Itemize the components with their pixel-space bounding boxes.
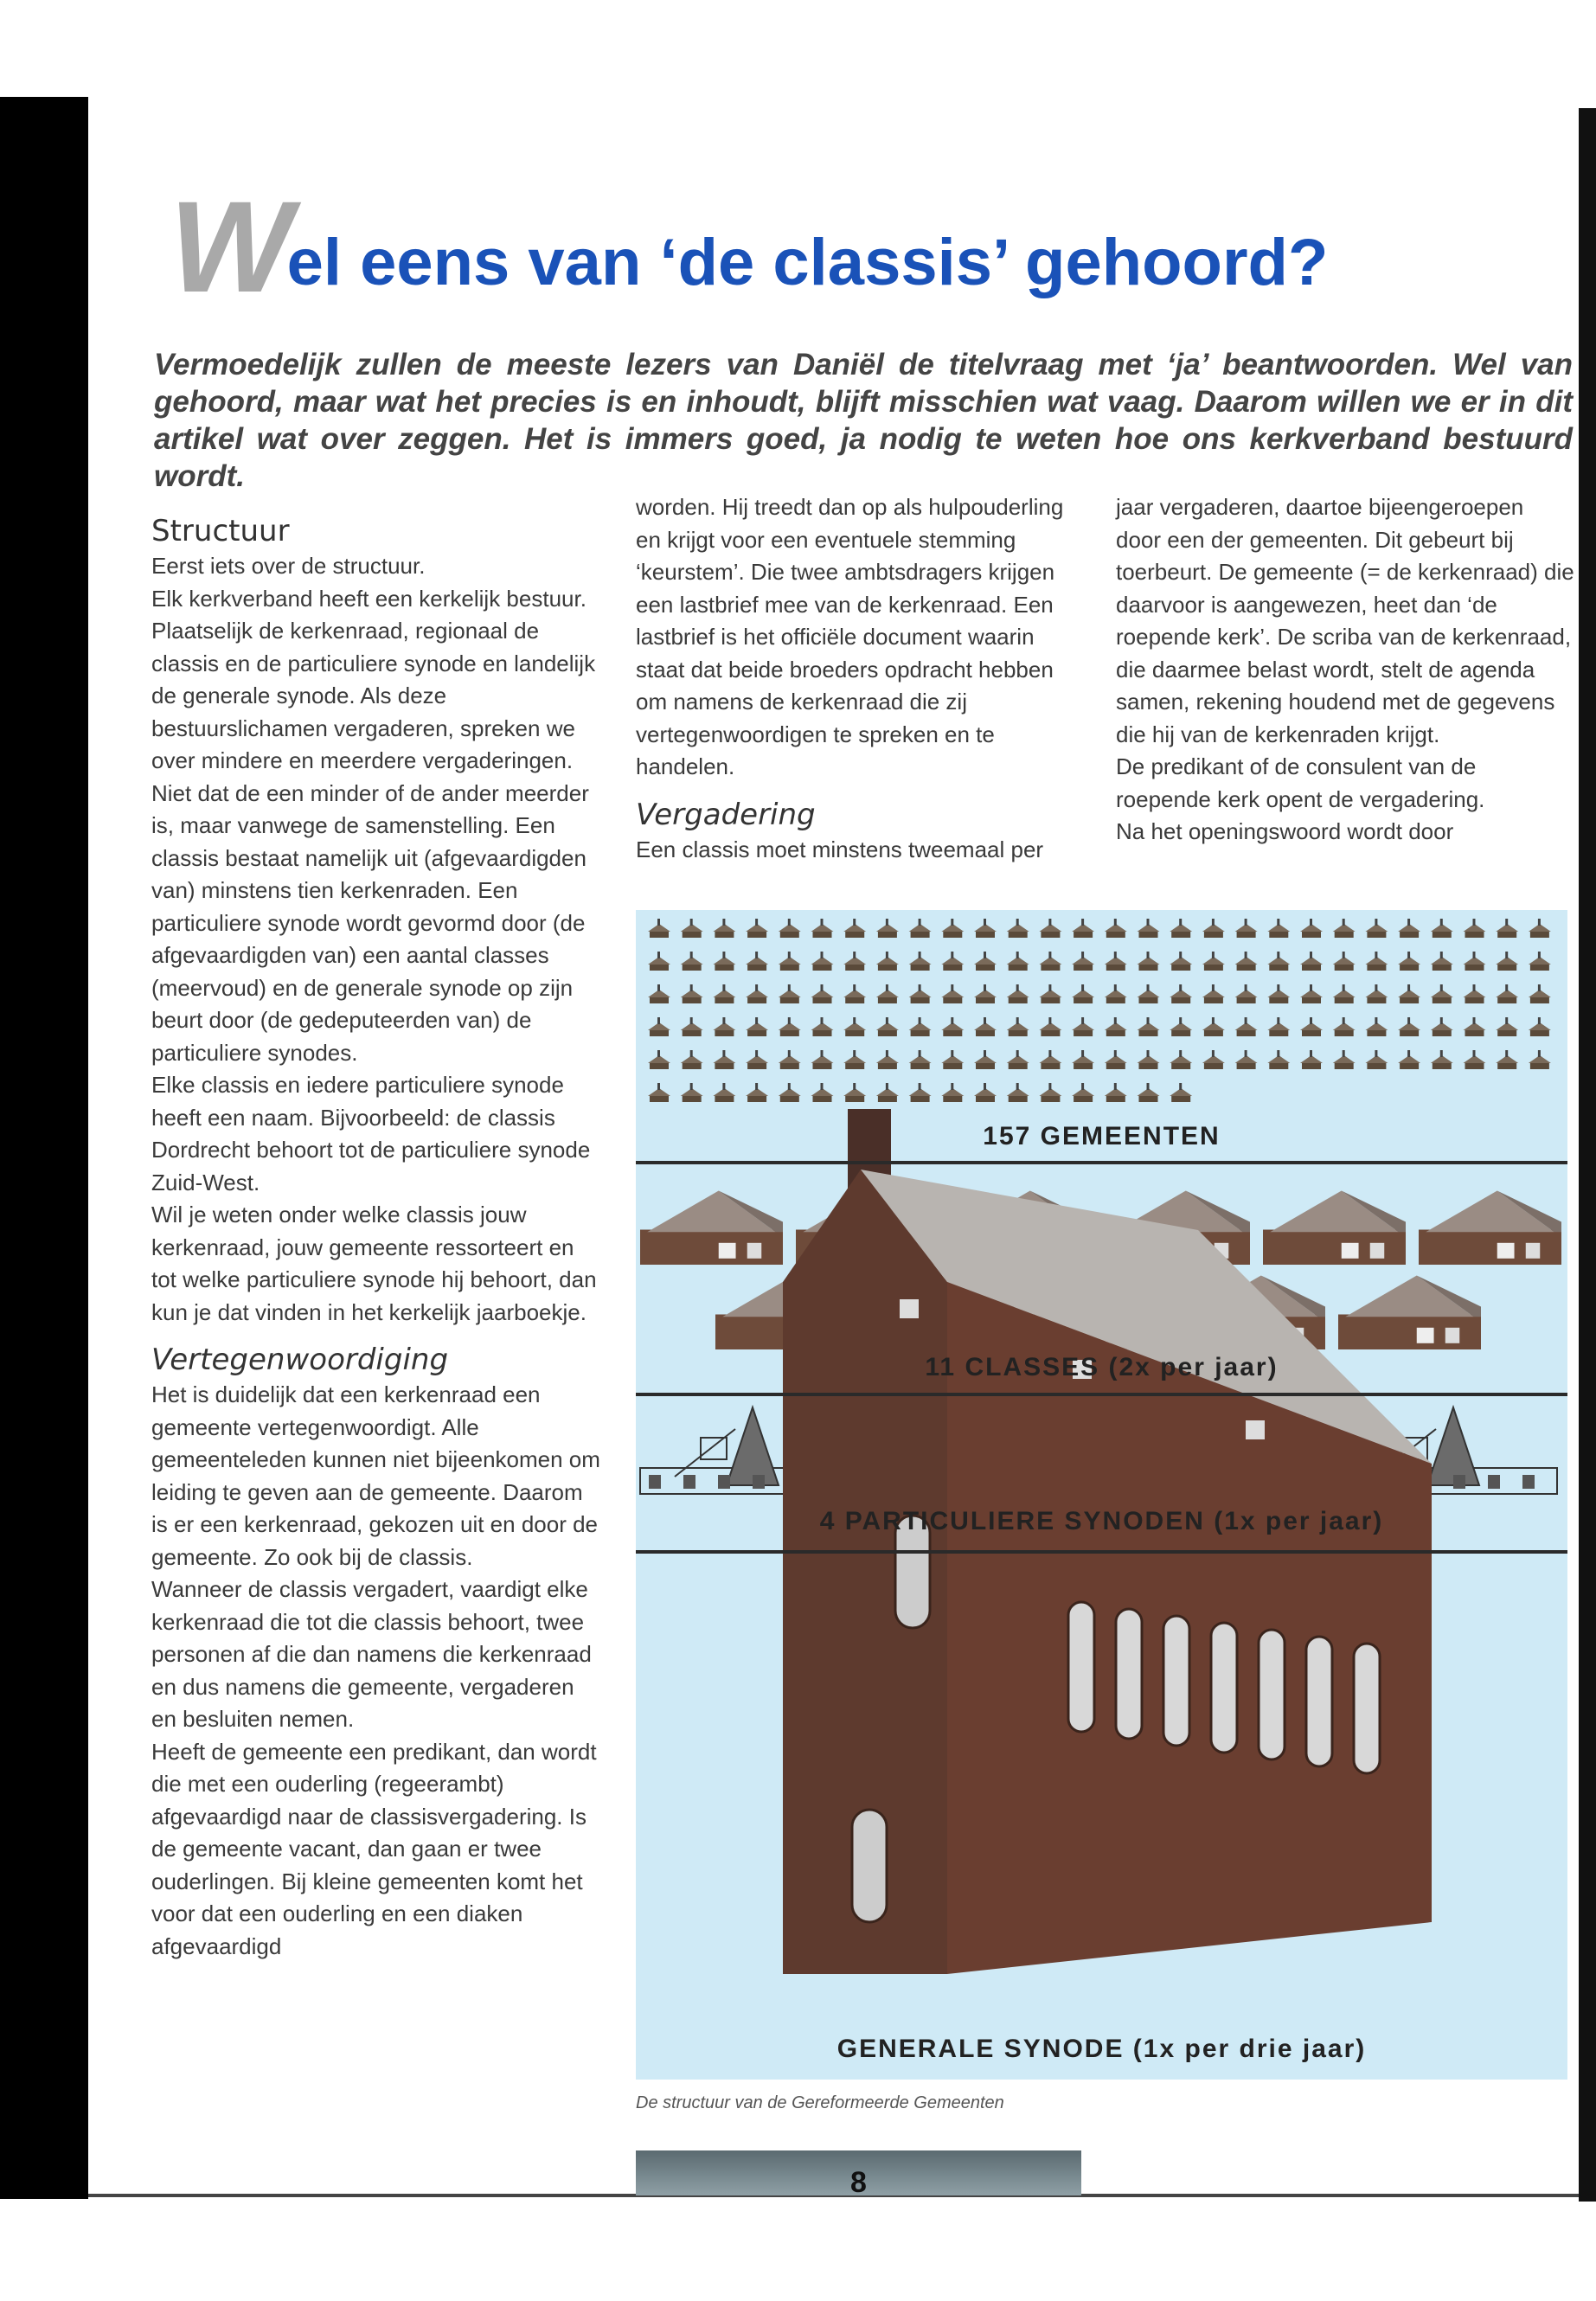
col1-paragraph: Wil je weten onder welke classis jouw kerkenraad, jouw gemeente ressorteert en tot welke particuliere synode hij behoort, dan kun je dat vinden in het kerkelijk jaarboekje. xyxy=(151,1202,597,1325)
congregation-icon xyxy=(876,1050,899,1069)
congregation-icon xyxy=(1529,984,1551,1003)
church-window xyxy=(1259,1630,1285,1759)
congregation-icon xyxy=(779,1083,801,1102)
congregation-icon xyxy=(909,1050,932,1069)
congregation-icon xyxy=(1365,952,1388,971)
congregation-icon xyxy=(843,1083,866,1102)
col2-paragraph: worden. Hij treedt dan op als hulpouderling en krijgt voor een eventuele stemming ‘keurstem’. Die twee ambtsdragers krijgen een lastbrief mee van de kerkenraad. Een lastbrief is het officiële document waarin staat dat beide broeders opdracht hebben om namens de kerkenraad die zij vertegenwoordigen te spreken en te handelen. xyxy=(636,494,1064,779)
congregation-icon xyxy=(941,919,964,938)
congregation-icon xyxy=(1529,919,1551,938)
congregation-icon xyxy=(1007,1017,1029,1036)
col3-paragraph: De predikant of de consulent van de roepende kerk opent de vergadering. xyxy=(1116,753,1485,812)
congregation-icon xyxy=(909,1017,932,1036)
congregation-icon xyxy=(1039,952,1061,971)
congregation-icon xyxy=(648,1050,670,1069)
title-initial: W xyxy=(170,174,287,319)
classis-church-icon xyxy=(1419,1191,1561,1266)
col1-paragraph: Het is duidelijk dat een kerkenraad een gemeente vertegenwoordigt. Alle gemeenteleden kunnen niet bijeenkomen om leiding te geven aan de gemeente. Daarom is er een kerkenraad, gekozen uit en door de gemeente. Zo ook bij de classis. xyxy=(151,1381,600,1570)
heading-structuur: Structuur xyxy=(151,514,290,548)
article-title xyxy=(170,174,1467,319)
congregation-icon xyxy=(876,919,899,938)
congregation-icon xyxy=(1464,1050,1486,1069)
title-rest: el eens van ‘de classis’ gehoord? xyxy=(286,226,1329,299)
congregation-icon xyxy=(746,984,768,1003)
congregation-icon xyxy=(1170,952,1192,971)
congregation-icon xyxy=(1072,919,1094,938)
congregation-icon xyxy=(746,952,768,971)
congregation-icon xyxy=(974,952,997,971)
congregation-icon xyxy=(779,984,801,1003)
congregation-icon xyxy=(876,1017,899,1036)
label-synoden: 4 PARTICULIERE SYNODEN (1x per jaar) xyxy=(819,1507,1384,1535)
congregation-icon xyxy=(746,1050,768,1069)
congregation-icon xyxy=(681,1017,703,1036)
congregation-icon xyxy=(648,984,670,1003)
congregation-icon xyxy=(1105,952,1127,971)
congregation-icon xyxy=(1431,952,1453,971)
congregation-icon xyxy=(1138,1050,1160,1069)
col1-paragraph: Wanneer de classis vergadert, vaardigt elke kerkenraad die tot die classis behoort, twee personen af die dan namens die kerkenraad en dus namens die gemeente, vergaderen en besluiten nemen. xyxy=(151,1576,592,1732)
divider xyxy=(636,1161,1567,1164)
congregation-icon xyxy=(1300,1017,1323,1036)
congregation-icon xyxy=(1398,984,1420,1003)
congregation-icon xyxy=(1267,919,1290,938)
intro-paragraph: Vermoedelijk zullen de meeste lezers van Daniël de titelvraag met ‘ja’ beantwoorden. Wel van gehoord, maar wat het precies is en inhoudt, blijft misschien wat vaag. Daarom willen we er in dit artikel wat over zeggen. Het is immers goed, ja nodig te weten hoe ons kerkverband bestuurd wordt. xyxy=(154,348,1573,493)
congregation-icon xyxy=(1365,1050,1388,1069)
congregation-icon xyxy=(681,919,703,938)
congregation-icon xyxy=(909,952,932,971)
divider xyxy=(636,1393,1567,1396)
label-generale-synode: GENERALE SYNODE (1x per drie jaar) xyxy=(836,2035,1367,2063)
congregation-icon xyxy=(779,1017,801,1036)
congregation-icon xyxy=(974,984,997,1003)
congregation-icon xyxy=(1333,1017,1356,1036)
congregation-icon xyxy=(1267,984,1290,1003)
congregation-icon xyxy=(1398,1017,1420,1036)
congregation-icon xyxy=(974,919,997,938)
congregation-icon xyxy=(843,984,866,1003)
congregation-icon xyxy=(713,1083,735,1102)
congregation-icon xyxy=(1496,919,1518,938)
congregation-icon xyxy=(1105,1050,1127,1069)
congregation-icon xyxy=(779,919,801,938)
congregation-icon xyxy=(648,952,670,971)
roof-dormer xyxy=(1246,1420,1265,1439)
congregation-icon xyxy=(1464,1017,1486,1036)
col3-paragraph: jaar vergaderen, daartoe bijeengeroepen door een der gemeenten. Dit gebeurt bij toerbeurt. De gemeente (= de kerkenraad) die daarvoor is aangewezen, heet dan ‘de roepende kerk’. De scriba van de kerkenraad, die daarmee belast wordt, stelt de agenda samen, rekening houdend met de gegevens die hij van de kerkenraden krijgt. xyxy=(1116,494,1574,747)
congregation-icon xyxy=(648,1017,670,1036)
congregation-icon xyxy=(746,919,768,938)
column-3 xyxy=(1116,491,1574,849)
roof-dormer xyxy=(900,1299,919,1318)
congregation-icon xyxy=(1039,1050,1061,1069)
congregation-icon xyxy=(974,1083,997,1102)
congregation-icon xyxy=(1007,919,1029,938)
congregation-icon xyxy=(1398,919,1420,938)
congregation-icon xyxy=(1072,984,1094,1003)
congregation-icon xyxy=(1202,1050,1225,1069)
congregation-icon xyxy=(811,1083,834,1102)
congregation-icon xyxy=(1007,1083,1029,1102)
church-structure-figure xyxy=(636,910,1567,2080)
congregation-icon xyxy=(1333,1050,1356,1069)
col1-paragraph: Eerst iets over de structuur. xyxy=(151,553,426,579)
congregation-icon xyxy=(681,984,703,1003)
congregation-icon xyxy=(1202,952,1225,971)
church-window xyxy=(1163,1616,1189,1746)
congregation-icon xyxy=(1138,919,1160,938)
congregation-icon xyxy=(1300,1050,1323,1069)
congregation-icon xyxy=(1007,984,1029,1003)
congregation-icon xyxy=(1007,1050,1029,1069)
classis-church-icon xyxy=(640,1191,783,1266)
label-gemeenten: 157 GEMEENTEN xyxy=(983,1122,1221,1150)
page-number-bar xyxy=(636,2150,1081,2199)
congregation-icon xyxy=(1202,919,1225,938)
congregation-icon xyxy=(974,1017,997,1036)
congregation-icon xyxy=(1235,952,1258,971)
congregation-icon xyxy=(1170,984,1192,1003)
congregation-icon xyxy=(1300,952,1323,971)
congregation-icon xyxy=(811,1017,834,1036)
congregation-icon xyxy=(1529,1017,1551,1036)
congregation-icon xyxy=(1398,952,1420,971)
heading-vertegenwoordiging: Vertegenwoordiging xyxy=(151,1343,449,1377)
col3-paragraph: Na het openingswoord wordt door xyxy=(1116,818,1454,844)
column-2 xyxy=(636,491,1086,866)
congregation-icon xyxy=(1300,919,1323,938)
column-1 xyxy=(151,512,601,1963)
congregation-icon xyxy=(713,1050,735,1069)
classis-church-icon xyxy=(1263,1191,1406,1266)
figure-graphics xyxy=(636,910,1567,2080)
congregation-icon xyxy=(1431,1050,1453,1069)
congregation-icon xyxy=(1235,919,1258,938)
congregation-icon xyxy=(713,1017,735,1036)
congregation-icon xyxy=(1235,984,1258,1003)
col1-paragraph: Elke classis en iedere particuliere synode heeft een naam. Bijvoorbeeld: de classis Dordrecht behoort tot de particuliere synode Zuid-West. xyxy=(151,1072,591,1195)
congregation-icon xyxy=(941,952,964,971)
congregation-icon xyxy=(1267,952,1290,971)
congregation-icon xyxy=(713,919,735,938)
congregation-icon xyxy=(713,984,735,1003)
congregation-icon xyxy=(843,952,866,971)
congregation-icon xyxy=(1039,1017,1061,1036)
congregation-icon xyxy=(681,1050,703,1069)
congregation-icon xyxy=(1039,1083,1061,1102)
congregation-icon xyxy=(941,984,964,1003)
church-window xyxy=(1068,1602,1094,1732)
congregation-icon xyxy=(1267,1050,1290,1069)
congregation-icon xyxy=(1235,1050,1258,1069)
congregation-icon xyxy=(1138,984,1160,1003)
congregation-icon xyxy=(811,1050,834,1069)
congregation-icon xyxy=(1333,952,1356,971)
congregation-icon xyxy=(1072,1017,1094,1036)
heading-vergadering: Vergadering xyxy=(636,797,816,832)
congregation-icon xyxy=(941,1017,964,1036)
congregation-icon xyxy=(1072,1083,1094,1102)
congregation-icon xyxy=(1138,952,1160,971)
congregation-icon xyxy=(1202,984,1225,1003)
congregation-icon xyxy=(1496,984,1518,1003)
col1-paragraph: Heeft de gemeente een predikant, dan wordt die met een ouderling (regeerambt) afgevaardigd naar de classisvergadering. Is de gemeente vacant, dan gaan er twee ouderlingen. Bij kleine gemeenten komt het voor dat een ouderling en een diaken afgevaardigd xyxy=(151,1738,597,1959)
congregation-icon xyxy=(1529,952,1551,971)
congregation-icon xyxy=(974,1050,997,1069)
congregation-icon xyxy=(1105,1017,1127,1036)
congregation-icon xyxy=(941,1083,964,1102)
congregation-icon xyxy=(1464,984,1486,1003)
congregation-icon xyxy=(746,1083,768,1102)
congregation-icon xyxy=(843,919,866,938)
congregation-icon xyxy=(1072,1050,1094,1069)
congregation-icon xyxy=(1431,1017,1453,1036)
classis-church-icon xyxy=(1338,1276,1481,1350)
congregation-icon xyxy=(1496,1050,1518,1069)
congregation-icon xyxy=(811,984,834,1003)
congregation-icon xyxy=(1300,984,1323,1003)
congregation-icon xyxy=(681,952,703,971)
page-number: 8 xyxy=(850,2166,867,2199)
congregation-icon xyxy=(1138,1017,1160,1036)
congregation-icon xyxy=(1138,1083,1160,1102)
congregation-icon xyxy=(876,984,899,1003)
congregation-icon xyxy=(1235,1017,1258,1036)
congregation-icon xyxy=(843,1050,866,1069)
col2-paragraph: Een classis moet minstens tweemaal per xyxy=(636,836,1044,862)
congregation-icon xyxy=(779,1050,801,1069)
scan-left-edge xyxy=(0,97,88,2199)
congregation-icon xyxy=(1496,1017,1518,1036)
congregation-icon xyxy=(1464,919,1486,938)
congregation-icon xyxy=(811,919,834,938)
congregation-icon xyxy=(1267,1017,1290,1036)
congregation-icon xyxy=(1431,984,1453,1003)
congregation-icon xyxy=(1464,952,1486,971)
congregation-icon xyxy=(1398,1050,1420,1069)
congregation-icon xyxy=(1105,1083,1127,1102)
congregation-icon xyxy=(746,1017,768,1036)
church-window xyxy=(1211,1623,1237,1753)
congregation-icon xyxy=(811,952,834,971)
congregation-icon xyxy=(1333,984,1356,1003)
congregation-icon xyxy=(1529,1050,1551,1069)
figure-caption: De structuur van de Gereformeerde Gemeenten xyxy=(636,2093,1004,2112)
congregation-icon xyxy=(1039,919,1061,938)
scan-top-margin xyxy=(0,0,1596,97)
congregation-icon xyxy=(1202,1017,1225,1036)
congregation-icon xyxy=(1105,919,1127,938)
congregation-icon xyxy=(941,1050,964,1069)
congregation-icon xyxy=(1365,919,1388,938)
church-window xyxy=(1116,1609,1142,1739)
congregation-icon xyxy=(1039,984,1061,1003)
congregation-icon xyxy=(909,1083,932,1102)
congregation-icon xyxy=(1170,1017,1192,1036)
congregation-icon xyxy=(779,952,801,971)
congregation-icon xyxy=(1170,919,1192,938)
label-classes: 11 CLASSES (2x per jaar) xyxy=(925,1353,1279,1381)
divider xyxy=(636,1550,1567,1554)
congregation-icon xyxy=(1170,1083,1192,1102)
congregation-icon xyxy=(1007,952,1029,971)
congregation-icon xyxy=(1365,984,1388,1003)
congregation-icon xyxy=(1431,919,1453,938)
congregation-icon xyxy=(681,1083,703,1102)
congregation-icon xyxy=(1105,984,1127,1003)
congregation-icon xyxy=(1333,919,1356,938)
congregation-icon xyxy=(876,1083,899,1102)
congregation-icon xyxy=(1170,1050,1192,1069)
congregation-icon xyxy=(843,1017,866,1036)
congregation-icon xyxy=(648,1083,670,1102)
congregation-icon xyxy=(713,952,735,971)
congregation-icon xyxy=(1496,952,1518,971)
congregation-icon xyxy=(876,952,899,971)
congregation-icon xyxy=(909,984,932,1003)
scan-right-edge xyxy=(1579,108,1596,2202)
col1-paragraph: Elk kerkverband heeft een kerkelijk bestuur. Plaatselijk de kerkenraad, regionaal de classis en de particuliere synode en landelijk de generale synode. Als deze bestuurslichamen vergaderen, spreken we over mindere en meerdere vergaderingen. Niet dat de een minder of de ander meerder is, maar vanwege de samenstelling. Een classis bestaat namelijk uit (afgevaardigden van) minstens tien kerkenraden. Een particuliere synode wordt gevormd door (de afgevaardigden van) een aantal classes (meervoud) en de generale synode op zijn beurt door (de gedeputeerden van) de particuliere synodes. xyxy=(151,585,596,1066)
church-window xyxy=(1306,1637,1332,1766)
church-window xyxy=(1354,1644,1380,1773)
congregation-icon xyxy=(1072,952,1094,971)
congregation-icon xyxy=(1365,1017,1388,1036)
congregation-icon xyxy=(909,919,932,938)
congregation-icon xyxy=(648,919,670,938)
gable-window xyxy=(852,1810,887,1922)
